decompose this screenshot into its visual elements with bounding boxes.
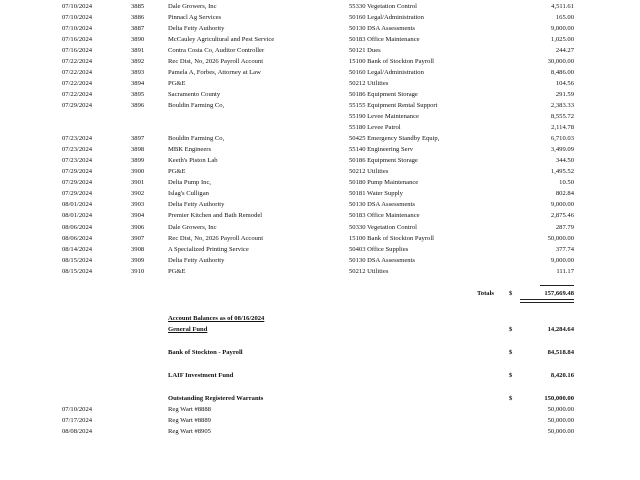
- transaction-row: [0, 23, 640, 34]
- transaction-row: [0, 45, 640, 56]
- balance-dollar: $: [509, 326, 513, 333]
- row-number: 3907: [131, 234, 145, 242]
- row-amount: 802.84: [555, 190, 574, 198]
- balance-label: Bank of Stockton - Payroll: [168, 349, 243, 356]
- row-payee: Dale Growers, Inc: [168, 223, 217, 231]
- row-account: 50183 Office Maintenance: [349, 35, 420, 43]
- row-payee: Delta Pump Inc,: [168, 179, 212, 187]
- row-payee: Islag's Culligan: [168, 190, 209, 198]
- transaction-row: [0, 155, 640, 166]
- balance-row: [0, 393, 640, 404]
- balances-heading-row: [0, 313, 640, 324]
- row-account: 50130 DSA Assessments: [349, 256, 415, 264]
- row-amount: 2,114.78: [551, 124, 574, 132]
- warrant-row: [0, 415, 640, 426]
- transaction-row: [0, 188, 640, 199]
- row-account: 50180 Pump Maintenance: [349, 179, 419, 187]
- row-amount: 8,555.72: [550, 113, 574, 120]
- row-account: 50186 Equipment Storage: [349, 90, 418, 98]
- balance-label: Outstanding Registered Warrants: [168, 395, 264, 402]
- warrant-amount: 50,000.00: [547, 417, 574, 425]
- row-account: 50183 Office Maintenance: [349, 212, 420, 220]
- row-payee: MBK Engineers: [168, 146, 212, 154]
- transaction-row: [0, 89, 640, 100]
- transaction-row: [0, 100, 640, 111]
- row-account: 50160 Legal/Administration: [349, 13, 424, 21]
- balance-amount: 8,420.16: [550, 372, 574, 379]
- totals-row: [0, 288, 640, 299]
- transaction-row: [0, 255, 640, 266]
- totals-dollar: $: [509, 290, 513, 297]
- balance-amount: 84,518.84: [547, 349, 574, 356]
- warrant-label: Reg Wart #8889: [168, 417, 211, 425]
- row-date: 07/16/2024: [62, 35, 93, 43]
- row-amount: 291.59: [555, 90, 574, 98]
- row-amount: 1,025.00: [550, 35, 574, 43]
- row-date: 07/22/2024: [62, 79, 93, 87]
- warrant-row: [0, 404, 640, 415]
- row-payee: Rec Dist, No, 2026 Payroll Account: [168, 57, 264, 65]
- row-date: 07/29/2024: [62, 168, 93, 176]
- totals-amount: 157,669.48: [544, 290, 574, 297]
- warrant-label: Reg Wart #8905: [168, 428, 211, 436]
- row-date: 07/23/2024: [62, 135, 93, 143]
- balance-row: [0, 324, 640, 335]
- transaction-row: [0, 222, 640, 233]
- row-account: 50212 Utilities: [349, 79, 389, 87]
- transaction-row: [0, 78, 640, 89]
- transaction-row: [0, 67, 640, 78]
- row-amount: 344.50: [555, 157, 574, 165]
- transaction-row: [0, 177, 640, 188]
- row-date: 07/29/2024: [62, 101, 93, 109]
- row-date: 08/01/2024: [62, 212, 93, 220]
- row-number: 3885: [131, 2, 145, 10]
- transaction-row: [0, 244, 640, 255]
- row-number: 3900: [131, 168, 145, 176]
- row-amount: 165.00: [555, 13, 574, 21]
- transaction-row: [0, 166, 640, 177]
- row-account: 55140 Engineering Serv: [349, 146, 414, 154]
- row-account: 55330 Vegetation Control: [349, 2, 418, 10]
- row-payee: PG&E: [168, 267, 186, 275]
- balance-dollar: $: [509, 395, 513, 402]
- row-number: 3897: [131, 135, 145, 143]
- row-payee: Sacramento County: [168, 90, 221, 98]
- row-payee: Dale Growers, Inc: [168, 2, 217, 10]
- row-amount: 9,000.00: [550, 256, 574, 264]
- row-number: 3893: [131, 68, 145, 76]
- row-account: 15100 Bank of Stockton Payroll: [349, 57, 434, 65]
- row-amount: 9,000.00: [550, 201, 574, 209]
- row-date: 07/22/2024: [62, 68, 93, 76]
- transaction-row: [0, 210, 640, 221]
- balance-amount: 14,284.64: [547, 326, 574, 333]
- warrant-date: 07/17/2024: [62, 417, 93, 425]
- transaction-row: [0, 111, 640, 122]
- row-payee: Premier Kitchen and Bath Remodel: [168, 212, 263, 220]
- balance-dollar: $: [509, 349, 513, 356]
- row-account: 50186 Equipment Storage: [349, 157, 418, 165]
- row-number: 3886: [131, 13, 145, 21]
- transaction-row: [0, 56, 640, 67]
- row-date: 07/10/2024: [62, 24, 93, 32]
- row-amount: 287.79: [555, 223, 574, 231]
- warrant-amount: 50,000.00: [547, 428, 574, 436]
- row-date: 08/01/2024: [62, 201, 93, 209]
- row-payee: A Specialized Printing Service: [168, 245, 249, 253]
- row-number: 3898: [131, 146, 145, 154]
- row-date: 08/06/2024: [62, 234, 93, 242]
- row-number: 3902: [131, 190, 145, 198]
- transaction-row: [0, 144, 640, 155]
- row-amount: 104.56: [555, 79, 574, 87]
- row-amount: 2,383.33: [550, 101, 574, 109]
- row-account: 55180 Levee Patrol: [349, 124, 401, 132]
- row-number: 3904: [131, 212, 145, 220]
- row-payee: Delta Fetty Authority: [168, 256, 225, 264]
- row-account: 50181 Water Supply: [349, 190, 403, 198]
- balances-heading: Account Balances as of 08/16/2024: [168, 315, 265, 322]
- row-payee: Contra Costa Co, Auditor Controller: [168, 46, 265, 54]
- warrant-row: [0, 426, 640, 437]
- row-amount: 1,495.52: [550, 168, 574, 176]
- row-date: 07/29/2024: [62, 190, 93, 198]
- row-account: 50425 Emergency Standby Equip,: [349, 135, 440, 143]
- row-date: 08/15/2024: [62, 256, 93, 264]
- balance-dollar: $: [509, 372, 513, 379]
- row-date: 07/23/2024: [62, 146, 93, 154]
- transaction-row: [0, 34, 640, 45]
- transaction-row: [0, 199, 640, 210]
- row-number: 3887: [131, 24, 145, 32]
- balance-amount: 150,000.00: [544, 395, 574, 402]
- totals-label: Totals: [477, 290, 494, 297]
- row-number: 3890: [131, 35, 145, 43]
- total-rule: [540, 285, 574, 286]
- row-payee: Pamela A, Forbes, Attorney at Law: [168, 68, 261, 76]
- row-payee: Bouldin Farming Co,: [168, 135, 225, 143]
- row-account: 50330 Vegetation Control: [349, 223, 418, 231]
- row-amount: 4,511.61: [551, 2, 574, 10]
- row-amount: 111.17: [556, 267, 574, 275]
- row-date: 08/06/2024: [62, 223, 93, 231]
- row-amount: 10.50: [559, 179, 574, 187]
- row-amount: 50,000.00: [547, 234, 574, 242]
- row-number: 3906: [131, 223, 145, 231]
- row-number: 3909: [131, 256, 145, 264]
- row-date: 07/29/2024: [62, 179, 93, 187]
- transaction-row: [0, 1, 640, 12]
- row-amount: 3,499.09: [550, 146, 574, 154]
- transaction-row: [0, 12, 640, 23]
- balance-row: [0, 370, 640, 381]
- row-number: 3896: [131, 101, 145, 109]
- row-payee: PG&E: [168, 79, 186, 87]
- totals-double-rule: [520, 299, 574, 303]
- row-payee: Keeth's Piston Lab: [168, 157, 218, 165]
- row-date: 07/22/2024: [62, 57, 93, 65]
- row-number: 3901: [131, 179, 145, 187]
- row-date: 07/22/2024: [62, 90, 93, 98]
- transaction-row: [0, 133, 640, 144]
- row-account: 55190 Levee Maintenance: [349, 113, 419, 120]
- row-account: 15100 Bank of Stockton Payroll: [349, 234, 434, 242]
- row-payee: Rec Dist, No, 2026 Payroll Account: [168, 234, 264, 242]
- row-date: 08/14/2024: [62, 245, 93, 253]
- row-payee: McCauley Agricultural and Pest Service: [168, 35, 275, 43]
- row-number: 3908: [131, 245, 145, 253]
- row-number: 3910: [131, 267, 145, 275]
- row-account: 50121 Dues: [349, 46, 381, 54]
- row-number: 3894: [131, 79, 145, 87]
- row-amount: 9,000.00: [550, 24, 574, 32]
- row-payee: PG&E: [168, 168, 186, 176]
- row-account: 50212 Utilities: [349, 267, 389, 275]
- transaction-row: [0, 233, 640, 244]
- row-amount: 244.27: [555, 46, 574, 54]
- row-date: 08/15/2024: [62, 267, 93, 275]
- row-account: 50130 DSA Assessments: [349, 24, 415, 32]
- row-account: 50130 DSA Assessments: [349, 201, 415, 209]
- row-number: 3903: [131, 201, 145, 209]
- row-payee: Pinnacl Ag Services: [168, 13, 222, 21]
- balance-label: General Fund: [168, 326, 208, 333]
- row-date: 07/23/2024: [62, 157, 93, 165]
- row-date: 07/10/2024: [62, 2, 93, 10]
- row-number: 3891: [131, 46, 145, 54]
- row-account: 50403 Office Supplies: [349, 245, 409, 253]
- balance-label: LAIF Investment Fund: [168, 372, 234, 379]
- row-amount: 2,875.46: [550, 212, 574, 220]
- row-amount: 8,486.00: [550, 68, 574, 76]
- row-number: 3895: [131, 90, 145, 98]
- row-payee: Delta Fetty Authority: [168, 201, 225, 209]
- row-payee: Delta Fetty Authority: [168, 24, 225, 32]
- row-amount: 377.74: [555, 245, 574, 253]
- balance-row: [0, 347, 640, 358]
- row-date: 07/16/2024: [62, 46, 93, 54]
- row-payee: Bouldin Farming Co,: [168, 101, 225, 109]
- row-amount: 30,000.00: [547, 57, 574, 65]
- transaction-row: [0, 122, 640, 133]
- row-account: 55155 Equipment Rental Support: [349, 101, 438, 109]
- warrant-amount: 50,000.00: [547, 406, 574, 413]
- row-account: 50160 Legal/Administration: [349, 68, 424, 76]
- row-number: 3892: [131, 57, 145, 65]
- warrant-label: Reg Wart #8888: [168, 406, 211, 413]
- row-amount: 6,710.03: [550, 135, 574, 143]
- row-number: 3899: [131, 157, 145, 165]
- row-account: 50212 Utilities: [349, 168, 389, 176]
- transaction-row: [0, 266, 640, 277]
- row-date: 07/10/2024: [62, 13, 93, 21]
- warrant-date: 07/10/2024: [62, 406, 93, 413]
- warrant-date: 08/08/2024: [62, 428, 93, 436]
